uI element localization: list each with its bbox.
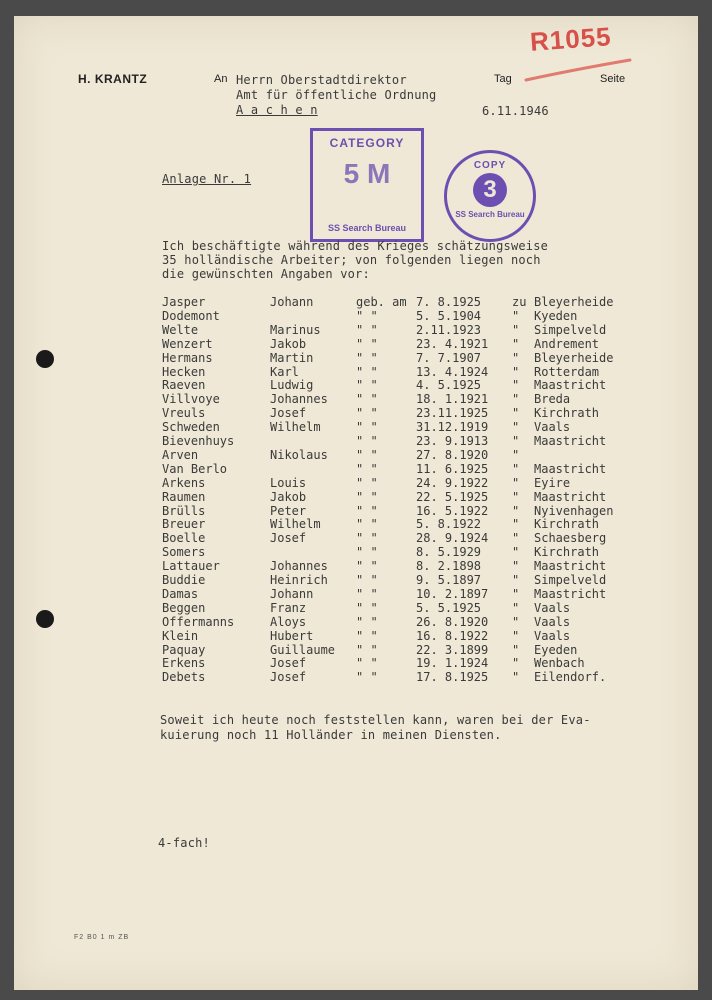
- punch-hole-top: [36, 350, 54, 368]
- seite-label: Seite: [600, 73, 626, 85]
- worker-born-label: " ": [356, 420, 378, 435]
- worker-born-label: " ": [356, 406, 378, 421]
- worker-surname: Vreuls: [162, 406, 206, 421]
- worker-first-name: Guillaume: [270, 642, 336, 657]
- worker-birth-date: 18. 1.1921: [416, 392, 489, 407]
- worker-birthplace: Kyeden: [534, 308, 578, 323]
- worker-place-prefix: ": [512, 642, 520, 657]
- worker-birthplace: Bleyerheide: [534, 350, 614, 365]
- worker-born-label: " ": [356, 531, 378, 546]
- worker-place-prefix: ": [512, 573, 520, 587]
- worker-born-label: " ": [356, 447, 378, 462]
- worker-surname: Brülls: [162, 503, 206, 518]
- worker-surname: Wenzert: [162, 336, 213, 351]
- worker-born-label: " ": [356, 656, 378, 671]
- worker-born-label: " ": [356, 336, 378, 351]
- worker-birth-date: 24. 9.1922: [416, 475, 489, 490]
- worker-surname: Paquay: [162, 642, 206, 657]
- intro-line-1: Ich beschäftigte während des Krieges schätzungsweise: [162, 239, 549, 253]
- worker-birth-date: 8. 2.1898: [416, 559, 482, 574]
- worker-birthplace: Kirchrath: [534, 545, 600, 560]
- worker-birthplace: Bleyerheide: [534, 295, 614, 309]
- worker-birthplace: Vaals: [534, 420, 571, 435]
- sender-name: H. KRANTZ: [78, 72, 148, 86]
- intro-line-2: 35 holländische Arbeiter; von folgenden liegen noch: [162, 253, 541, 267]
- worker-birthplace: Breda: [534, 392, 571, 407]
- worker-surname: Offermanns: [162, 614, 235, 629]
- worker-born-label: " ": [356, 559, 378, 574]
- worker-surname: Raeven: [162, 378, 206, 393]
- worker-birthplace: Maastricht: [534, 586, 607, 601]
- worker-born-label: " ": [356, 461, 378, 476]
- worker-birthplace: Vaals: [534, 614, 571, 629]
- worker-birth-date: 27. 8.1920: [416, 447, 489, 462]
- worker-birth-date: 23. 9.1913: [416, 434, 489, 448]
- worker-birth-date: 5. 5.1904: [416, 308, 482, 323]
- worker-surname: Erkens: [162, 656, 206, 671]
- worker-place-prefix: ": [512, 350, 520, 365]
- worker-birth-date: 17. 8.1925: [416, 670, 489, 685]
- worker-birthplace: Wenbach: [534, 656, 585, 671]
- worker-birthplace: Maastricht: [534, 559, 607, 574]
- worker-birth-date: 5. 5.1925: [416, 600, 482, 615]
- worker-born-label: " ": [356, 517, 378, 532]
- footer-print-code: F2 B0 1 m ZB: [74, 934, 130, 941]
- worker-place-prefix: ": [512, 628, 520, 643]
- worker-surname: Damas: [162, 586, 199, 601]
- worker-surname: Breuer: [162, 517, 206, 532]
- worker-birth-date: 10. 2.1897: [416, 586, 489, 601]
- worker-birthplace: Simpelveld: [534, 322, 607, 337]
- worker-place-prefix: ": [512, 364, 520, 379]
- worker-place-prefix: ": [512, 378, 520, 393]
- worker-place-prefix: ": [512, 336, 520, 351]
- worker-born-label: " ": [356, 586, 378, 601]
- worker-place-prefix: ": [512, 586, 520, 601]
- copies-note: 4-fach!: [158, 836, 210, 850]
- handwritten-reference: R1055: [529, 21, 613, 57]
- worker-surname: Jasper: [162, 295, 206, 309]
- worker-born-label: " ": [356, 614, 378, 629]
- worker-surname: Somers: [162, 545, 206, 560]
- worker-first-name: Johannes: [270, 392, 328, 407]
- worker-born-label: " ": [356, 600, 378, 615]
- category-stamp-title: CATEGORY: [329, 136, 405, 150]
- worker-place-prefix: ": [512, 447, 520, 462]
- an-label: An: [214, 73, 228, 85]
- worker-birthplace: Vaals: [534, 628, 571, 643]
- worker-place-prefix: ": [512, 434, 520, 448]
- letter-date: 6.11.1946: [482, 104, 549, 118]
- document-page: [14, 16, 698, 990]
- worker-place-prefix: ": [512, 531, 520, 546]
- worker-born-label: " ": [356, 308, 378, 323]
- worker-birthplace: Maastricht: [534, 489, 607, 504]
- worker-place-prefix: ": [512, 670, 520, 685]
- worker-first-name: Marinus: [270, 322, 321, 337]
- worker-birth-date: 19. 1.1924: [416, 656, 489, 671]
- recipient-city: A a c h e n: [236, 103, 318, 117]
- worker-born-label: " ": [356, 364, 378, 379]
- worker-place-prefix: ": [512, 545, 520, 560]
- worker-birthplace: Nyivenhagen: [534, 503, 614, 518]
- category-stamp: [310, 128, 424, 242]
- worker-first-name: Josef: [270, 531, 307, 546]
- worker-surname: Arkens: [162, 475, 206, 490]
- worker-place-prefix: ": [512, 600, 520, 615]
- intro-line-3: die gewünschten Angaben vor:: [162, 267, 370, 281]
- worker-first-name: Nikolaus: [270, 447, 328, 462]
- worker-place-prefix: ": [512, 517, 520, 532]
- worker-first-name: Johannes: [270, 559, 328, 574]
- worker-birth-date: 16. 8.1922: [416, 628, 489, 643]
- recipient-line-2: Amt für öffentliche Ordnung: [236, 88, 437, 102]
- worker-surname: Klein: [162, 628, 199, 643]
- copy-stamp-bottom: SS Search Bureau: [455, 210, 525, 219]
- worker-first-name: Johann: [270, 586, 314, 601]
- worker-surname: Hermans: [162, 350, 213, 365]
- worker-birth-date: 4. 5.1925: [416, 378, 482, 393]
- category-stamp-mark: 5 M: [343, 158, 391, 189]
- worker-first-name: Martin: [270, 350, 314, 365]
- worker-first-name: Wilhelm: [270, 420, 321, 435]
- worker-birth-date: 28. 9.1924: [416, 531, 489, 546]
- worker-surname: Arven: [162, 447, 199, 462]
- worker-birth-date: 7. 7.1907: [416, 350, 482, 365]
- worker-born-label: " ": [356, 573, 378, 587]
- worker-first-name: Franz: [270, 600, 307, 615]
- worker-first-name: Josef: [270, 406, 307, 421]
- worker-first-name: Ludwig: [270, 378, 314, 393]
- worker-born-label: " ": [356, 392, 378, 407]
- tag-label: Tag: [494, 73, 512, 85]
- category-stamp-footer: SS Search Bureau: [327, 223, 407, 233]
- worker-birth-date: 5. 8.1922: [416, 517, 482, 532]
- worker-first-name: Josef: [270, 656, 307, 671]
- worker-place-prefix: ": [512, 406, 520, 421]
- worker-birthplace: Andrement: [534, 336, 600, 351]
- worker-birthplace: Maastricht: [534, 434, 607, 448]
- anlage-heading: Anlage Nr. 1: [162, 172, 252, 186]
- worker-first-name: Aloys: [270, 614, 307, 629]
- worker-born-label: " ": [356, 475, 378, 490]
- worker-born-label: " ": [356, 350, 378, 365]
- worker-first-name: Jakob: [270, 336, 307, 351]
- worker-place-prefix: ": [512, 503, 520, 518]
- worker-birth-date: 23. 4.1921: [416, 336, 489, 351]
- worker-birth-date: 22. 3.1899: [416, 642, 489, 657]
- worker-birth-date: 23.11.1925: [416, 406, 489, 421]
- worker-first-name: Peter: [270, 503, 307, 518]
- worker-surname: Welte: [162, 322, 199, 337]
- worker-place-prefix: ": [512, 614, 520, 629]
- worker-birthplace: Kirchrath: [534, 406, 600, 421]
- worker-place-prefix: ": [512, 322, 520, 337]
- worker-place-prefix: ": [512, 461, 520, 476]
- copy-stamp: [444, 150, 536, 242]
- worker-surname: Van Berlo: [162, 461, 228, 476]
- worker-place-prefix: ": [512, 559, 520, 574]
- worker-surname: Lattauer: [162, 559, 220, 574]
- worker-born-label: geb. am: [356, 295, 407, 309]
- worker-birthplace: Simpelveld: [534, 573, 607, 587]
- worker-birthplace: Eyire: [534, 475, 571, 490]
- worker-born-label: " ": [356, 378, 378, 393]
- worker-birth-date: 26. 8.1920: [416, 614, 489, 629]
- worker-birth-date: 7. 8.1925: [416, 295, 482, 309]
- worker-first-name: Johann: [270, 295, 314, 309]
- worker-born-label: " ": [356, 545, 378, 560]
- worker-born-label: " ": [356, 670, 378, 685]
- worker-place-prefix: ": [512, 489, 520, 504]
- worker-place-prefix: ": [512, 656, 520, 671]
- worker-birthplace: Eyeden: [534, 642, 578, 657]
- worker-surname: Beggen: [162, 600, 206, 615]
- worker-place-prefix: ": [512, 392, 520, 407]
- worker-born-label: " ": [356, 503, 378, 518]
- worker-birthplace: Maastricht: [534, 461, 607, 476]
- copy-stamp-number: 3: [473, 173, 507, 207]
- worker-place-prefix: ": [512, 308, 520, 323]
- worker-first-name: Heinrich: [270, 573, 328, 587]
- worker-birthplace: Vaals: [534, 600, 571, 615]
- worker-born-label: " ": [356, 322, 378, 337]
- worker-surname: Debets: [162, 670, 206, 685]
- worker-surname: Bievenhuys: [162, 434, 235, 448]
- worker-birthplace: Kirchrath: [534, 517, 600, 532]
- worker-first-name: Louis: [270, 475, 307, 490]
- worker-surname: Raumen: [162, 489, 206, 504]
- worker-birth-date: 9. 5.1897: [416, 573, 482, 587]
- worker-place-prefix: ": [512, 420, 520, 435]
- worker-place-prefix: zu: [512, 295, 527, 309]
- worker-born-label: " ": [356, 642, 378, 657]
- worker-birthplace: Schaesberg: [534, 531, 607, 546]
- worker-born-label: " ": [356, 628, 378, 643]
- punch-hole-bottom: [36, 610, 54, 628]
- worker-surname: Hecken: [162, 364, 206, 379]
- red-underline-mark: [522, 56, 634, 86]
- worker-surname: Villvoye: [162, 392, 220, 407]
- worker-place-prefix: ": [512, 475, 520, 490]
- worker-birth-date: 22. 5.1925: [416, 489, 489, 504]
- worker-first-name: Wilhelm: [270, 517, 321, 532]
- recipient-line-1: Herrn Oberstadtdirektor: [236, 73, 407, 87]
- worker-birth-date: 16. 5.1922: [416, 503, 489, 518]
- worker-first-name: Hubert: [270, 628, 314, 643]
- worker-birth-date: 11. 6.1925: [416, 461, 489, 476]
- worker-born-label: " ": [356, 489, 378, 504]
- worker-birth-date: 31.12.1919: [416, 420, 489, 435]
- worker-birthplace: Eilendorf.: [534, 670, 607, 685]
- closing-line-1: Soweit ich heute noch feststellen kann, waren bei der Eva-: [160, 713, 591, 727]
- worker-born-label: " ": [356, 434, 378, 448]
- worker-birth-date: 2.11.1923: [416, 322, 482, 337]
- copy-stamp-top: COPY: [473, 160, 507, 171]
- closing-line-2: kuierung noch 11 Holländer in meinen Diensten.: [160, 728, 502, 742]
- worker-first-name: Josef: [270, 670, 307, 685]
- worker-surname: Boelle: [162, 531, 206, 546]
- worker-birthplace: Rotterdam: [534, 364, 600, 379]
- worker-surname: Buddie: [162, 573, 206, 587]
- worker-surname: Schweden: [162, 420, 220, 435]
- worker-surname: Dodemont: [162, 308, 220, 323]
- worker-first-name: Jakob: [270, 489, 307, 504]
- worker-birth-date: 8. 5.1929: [416, 545, 482, 560]
- worker-birthplace: Maastricht: [534, 378, 607, 393]
- worker-birth-date: 13. 4.1924: [416, 364, 489, 379]
- worker-first-name: Karl: [270, 364, 299, 379]
